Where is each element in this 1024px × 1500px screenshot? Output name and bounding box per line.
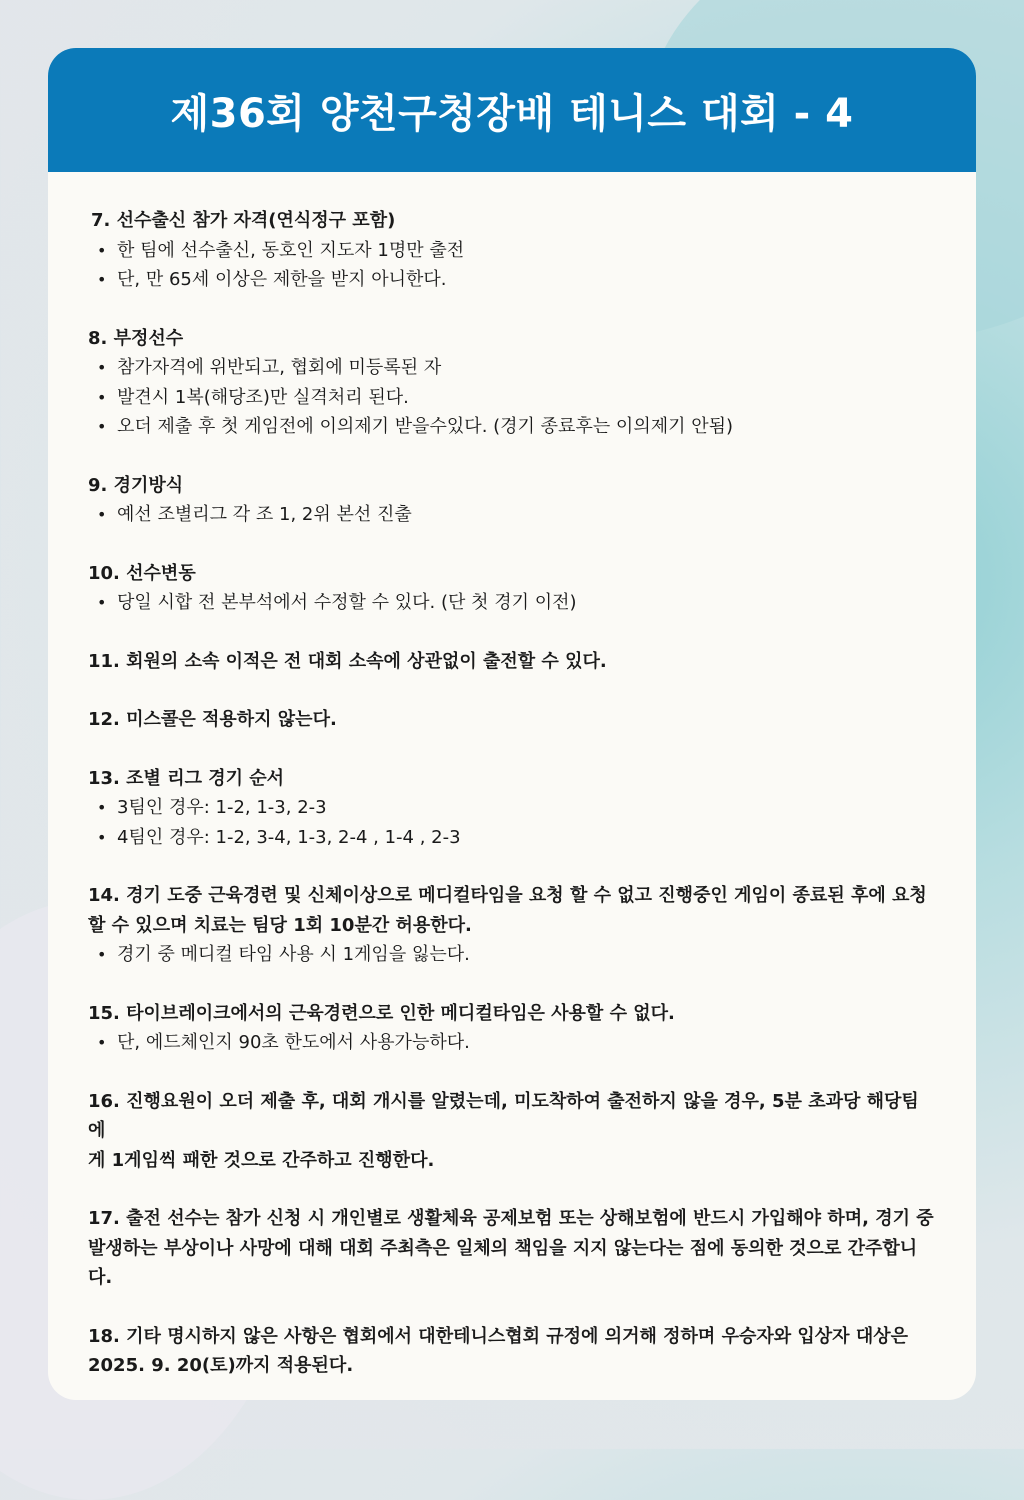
- rule-section-18: [88, 1322, 936, 1381]
- bullet-list: [88, 236, 936, 295]
- list-item: • 단, 에드체인지 90초 한도에서 사용가능하다.: [88, 1028, 936, 1058]
- section-title-line: 할 수 있으며 치료는 팀당 1회 10분간 허용한다.: [88, 914, 472, 936]
- rule-section-15: [88, 999, 936, 1058]
- list-item: • 4팀인 경우: 1-2, 3-4, 1-3, 2-4 , 1-4 , 2-3: [88, 823, 936, 853]
- list-item: • 참가자격에 위반되고, 협회에 미등록된 자: [88, 353, 936, 383]
- section-title: 9. 경기방식: [88, 474, 184, 496]
- list-item: • 경기 중 메디컬 타임 사용 시 1게임을 잃는다.: [88, 940, 936, 970]
- list-item: • 당일 시합 전 본부석에서 수정할 수 있다. (단 첫 경기 이전): [88, 588, 936, 618]
- list-item: • 발견시 1복(해당조)만 실격처리 된다.: [88, 383, 936, 413]
- section-title: 11. 회원의 소속 이적은 전 대회 소속에 상관없이 출전할 수 있다.: [88, 650, 607, 672]
- list-item: • 예선 조별리그 각 조 1, 2위 본선 진출: [88, 500, 936, 530]
- section-title-line: 2025. 9. 20(토)까지 적용된다.: [88, 1355, 354, 1376]
- section-title: 7. 선수출신 참가 자격(연식정구 포함): [91, 210, 396, 231]
- bullet-list: [88, 1028, 936, 1058]
- list-item: • 오더 제출 후 첫 게임전에 이의제기 받을수있다. (경기 종료후는 이의제기 안됨): [88, 412, 936, 442]
- bullet-list: [88, 500, 936, 530]
- bullet-list: [88, 353, 936, 442]
- rule-section-10: [88, 559, 936, 618]
- section-title-line: 17. 출전 선수는 참가 신청 시 개인별로 생활체육 공제보험 또는 상해보험에 반드시 가입해야 하며, 경기 중: [88, 1208, 934, 1229]
- section-title: 10. 선수변동: [88, 562, 196, 584]
- bullet-list: [88, 793, 936, 852]
- section-title: 12. 미스콜은 적용하지 않는다.: [88, 709, 337, 730]
- section-title-line: 14. 경기 도중 근육경련 및 신체이상으로 메디컬타임을 요청 할 수 없고 진행중인 게임이 종료된 후에 요청: [88, 885, 927, 906]
- title-banner: [48, 48, 976, 172]
- rule-section-7: [88, 206, 936, 295]
- section-title-line: 발생하는 부상이나 사망에 대해 대회 주최측은 일체의 책임을 지지 않는다는 점에 동의한 것으로 간주합니다.: [88, 1237, 918, 1288]
- list-item: • 단, 만 65세 이상은 제한을 받지 아니한다.: [88, 265, 936, 295]
- rule-section-9: [88, 471, 936, 530]
- bullet-list: [88, 940, 936, 970]
- section-title-line: 게 1게임씩 패한 것으로 간주하고 진행한다.: [88, 1149, 435, 1171]
- rules-content: [48, 172, 976, 1381]
- rule-section-8: [88, 324, 936, 442]
- section-title: 8. 부정선수: [88, 327, 184, 349]
- list-item: • 한 팀에 선수출신, 동호인 지도자 1명만 출전: [88, 236, 936, 266]
- section-title-line: 18. 기타 명시하지 않은 사항은 협회에서 대한테니스협회 규정에 의거해 정하며 우승자와 입상자 대상은: [88, 1325, 908, 1347]
- rule-section-17: [88, 1204, 936, 1293]
- rule-section-16: [88, 1087, 936, 1176]
- bullet-list: [88, 588, 936, 618]
- rule-section-14: [88, 881, 936, 970]
- page-title: 제36회 양천구청장배 테니스 대회 - 4: [170, 90, 854, 137]
- rule-section-12: [88, 705, 936, 735]
- section-title-line: 16. 진행요원이 오더 제출 후, 대회 개시를 알렸는데, 미도착하여 출전하지 않을 경우, 5분 초과당 해당팀에: [88, 1090, 919, 1141]
- section-title: 13. 조별 리그 경기 순서: [88, 767, 285, 789]
- section-title: 15. 타이브레이크에서의 근육경련으로 인한 메디컬타임은 사용할 수 없다.: [88, 1002, 675, 1024]
- notice-card: [48, 48, 976, 1400]
- rule-section-11: [88, 647, 936, 677]
- rule-section-13: [88, 764, 936, 853]
- list-item: • 3팀인 경우: 1-2, 1-3, 2-3: [88, 793, 936, 823]
